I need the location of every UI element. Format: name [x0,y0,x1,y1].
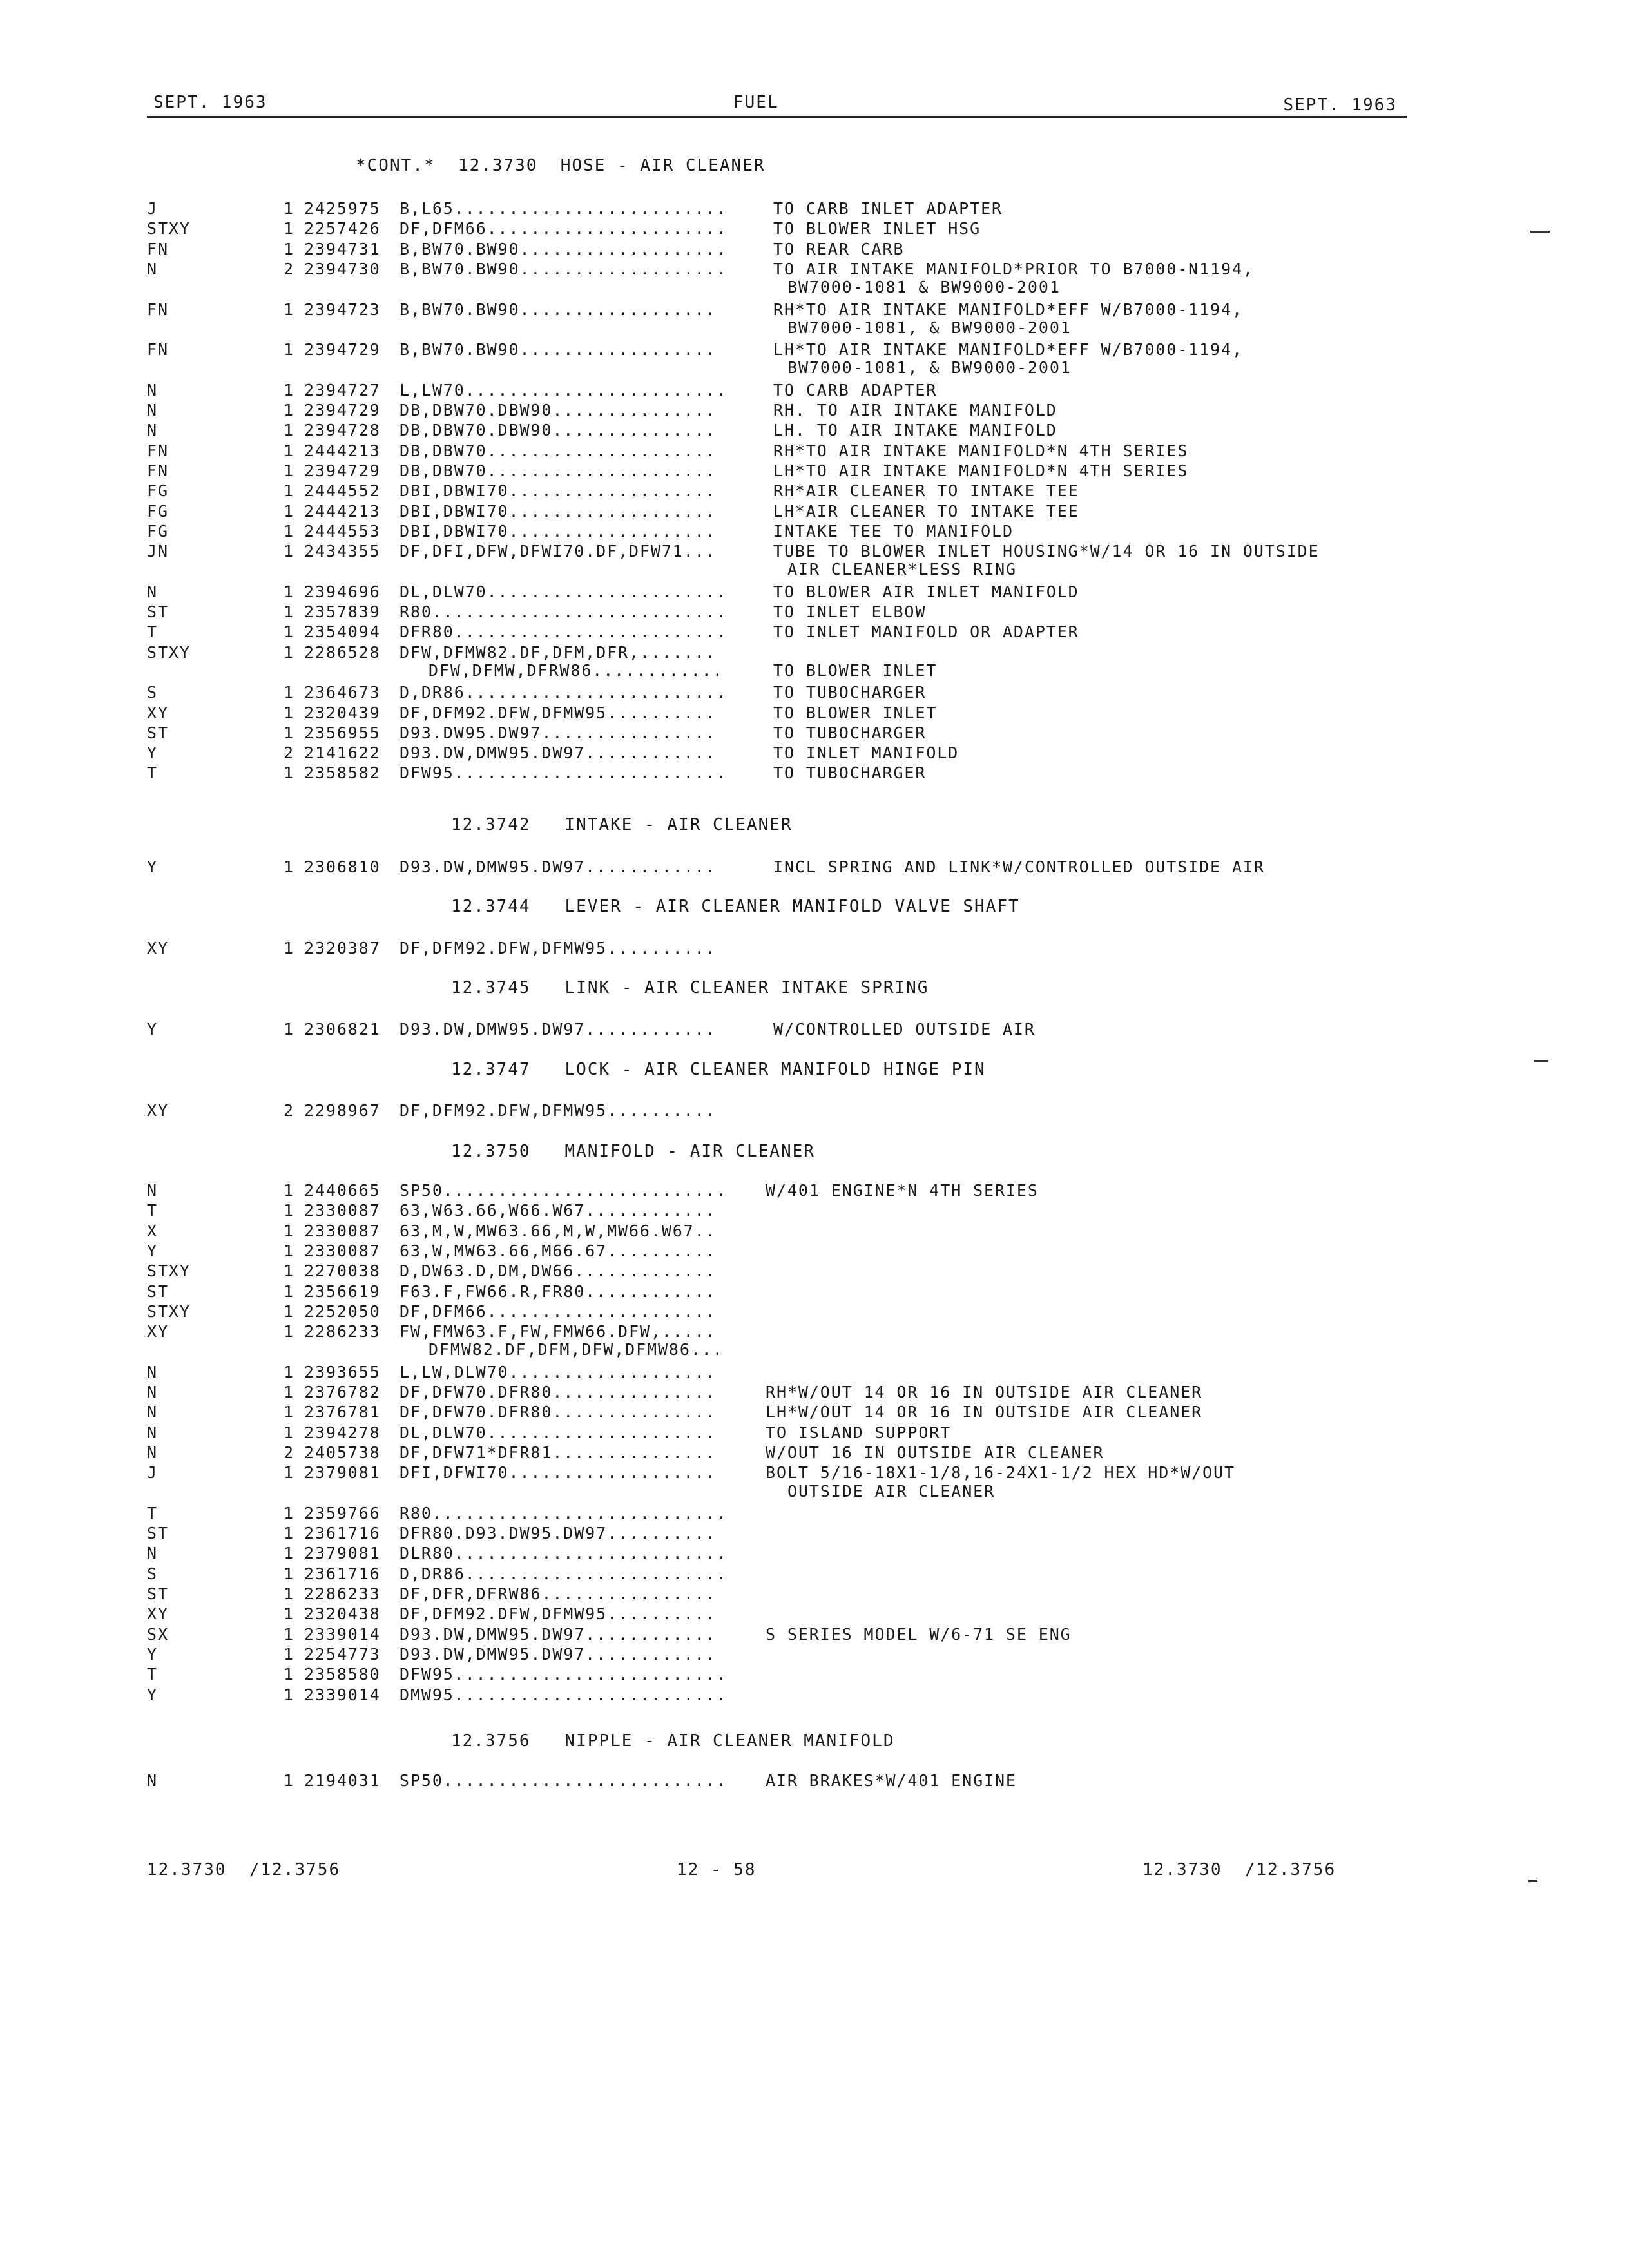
model-code: ST [147,723,169,742]
quantity: 1 [284,764,294,783]
applicable-models: DF,DFW70.DFR80............... [400,1403,717,1422]
part-number: 2358582 [304,764,381,783]
quantity: 1 [284,1322,294,1341]
model-code: XY [147,703,169,722]
model-code: X [147,1221,158,1240]
part-number: 2356955 [304,723,381,742]
model-code: FG [147,481,169,501]
part-number: 2444553 [304,521,381,541]
quantity: 1 [284,602,294,621]
applicable-models: DFR80......................... [400,622,728,642]
quantity: 1 [284,1302,294,1321]
part-number: 2354094 [304,622,381,642]
applicable-models: DB,DBW70..................... [400,461,717,480]
quantity: 1 [284,199,294,218]
remark: TO AIR INTAKE MANIFOLD*PRIOR TO B7000-N1194, [773,259,1254,278]
section-title: 12.3747 LOCK - AIR CLEANER MANIFOLD HINGE PIN [451,1060,986,1079]
part-number: 2394730 [304,259,381,278]
quantity: 1 [284,1423,294,1442]
applicable-models: DF,DFM92.DFW,DFMW95.......... [400,1101,717,1120]
quantity: 1 [284,1771,294,1790]
remark: INTAKE TEE TO MANIFOLD [773,521,1014,541]
model-code: N [147,1403,158,1422]
part-number: 2141622 [304,744,381,763]
part-number: 2357839 [304,602,381,621]
remark: S SERIES MODEL W/6-71 SE ENG [766,1624,1072,1644]
part-number: 2376781 [304,1403,381,1422]
applicable-models: FW,FMW63.F,FW,FMW66.DFW,..... [400,1322,717,1341]
model-code: T [147,1503,158,1523]
model-code: XY [147,939,169,957]
quantity: 2 [284,744,294,763]
model-code: N [147,1383,158,1401]
applicable-models: R80........................... [400,1503,728,1523]
quantity: 1 [284,239,294,258]
applicable-models: DF,DFM92.DFW,DFMW95.......... [400,703,717,722]
remark: TUBE TO BLOWER INLET HOUSING*W/14 OR 16 IN OUTSIDE [773,542,1320,561]
part-number: 2393655 [304,1362,381,1381]
quantity: 1 [284,1584,294,1603]
model-code: N [147,380,158,399]
remark: RH*TO AIR INTAKE MANIFOLD*EFF W/B7000-1194, [773,300,1243,319]
model-code: Y [147,1685,158,1704]
margin-mark [1534,1060,1548,1062]
model-code: T [147,1201,158,1220]
model-code: N [147,401,158,419]
remark-continuation: DFMW82.DF,DFM,DFW,DFMW86... [429,1340,724,1360]
remark: TO INLET MANIFOLD OR ADAPTER [773,622,1079,642]
model-code: N [147,1181,158,1200]
remark: LH. TO AIR INTAKE MANIFOLD [773,421,1057,440]
quantity: 1 [284,858,294,876]
footer-range-left: 12.3730 /12.3756 [147,1860,341,1879]
part-number: 2425975 [304,199,381,218]
applicable-models: R80........................... [400,602,728,621]
model-code: FN [147,461,169,480]
quantity: 1 [284,461,294,480]
remark: RH*AIR CLEANER TO INTAKE TEE [773,481,1079,501]
part-number: 2270038 [304,1262,381,1281]
part-number: 2252050 [304,1302,381,1321]
quantity: 1 [284,421,294,440]
remark: RH*TO AIR INTAKE MANIFOLD*N 4TH SERIES [773,441,1189,460]
part-number: 2376782 [304,1383,381,1401]
remark: TO BLOWER INLET HSG [773,219,981,238]
model-code: T [147,1665,158,1684]
model-code: ST [147,1584,169,1603]
applicable-models: DF,DFI,DFW,DFWI70.DF,DFW71... [400,542,717,561]
applicable-models: D93.DW95.DW97................ [400,723,717,742]
part-number: 2444213 [304,501,381,521]
quantity: 2 [284,1101,294,1120]
section-title: 12.3750 MANIFOLD - AIR CLEANER [451,1142,815,1161]
quantity: 1 [284,542,294,561]
remark: RH. TO AIR INTAKE MANIFOLD [773,401,1057,419]
applicable-models: B,BW70.BW90.................. [400,340,717,360]
quantity: 1 [284,401,294,419]
model-code: T [147,622,158,642]
model-code: ST [147,1524,169,1543]
model-code: J [147,199,158,218]
applicable-models: L,LW70........................ [400,380,728,399]
quantity: 1 [284,1624,294,1644]
margin-mark [1528,1880,1537,1882]
part-number: 2257426 [304,219,381,238]
quantity: 1 [284,939,294,957]
header-date-right: SEPT. 1963 [1283,95,1397,115]
model-code: N [147,1443,158,1462]
remark-continuation: DFW,DFMW,DFRW86............ [429,660,724,680]
remark: TO TUBOCHARGER [773,764,927,783]
model-code: Y [147,1644,158,1664]
model-code: STXY [147,219,191,238]
quantity: 1 [284,1644,294,1664]
applicable-models: DF,DFW71*DFR81............... [400,1443,717,1462]
page-header [147,93,1403,119]
model-code: FN [147,300,169,319]
model-code: S [147,683,158,702]
part-number: 2286233 [304,1584,381,1603]
part-number: 2394729 [304,401,381,419]
part-number: 2444213 [304,441,381,460]
part-number: 2359766 [304,1503,381,1523]
model-code: N [147,259,158,278]
applicable-models: B,BW70.BW90................... [400,259,728,278]
remark: W/CONTROLLED OUTSIDE AIR [773,1020,1036,1039]
remark: RH*W/OUT 14 OR 16 IN OUTSIDE AIR CLEANER [766,1383,1203,1401]
part-number: 2379081 [304,1544,381,1563]
model-code: XY [147,1604,169,1624]
part-number: 2394729 [304,340,381,360]
model-code: T [147,764,158,783]
applicable-models: DF,DFM92.DFW,DFMW95.......... [400,939,717,957]
applicable-models: DFW,DFMW82.DF,DFM,DFR,....... [400,642,717,662]
remark: INCL SPRING AND LINK*W/CONTROLLED OUTSIDE AIR [773,858,1265,876]
model-code: FN [147,239,169,258]
part-number: 2298967 [304,1101,381,1120]
applicable-models: DF,DFM66...................... [400,219,728,238]
quantity: 1 [284,1181,294,1200]
model-code: STXY [147,642,191,662]
quantity: 2 [284,259,294,278]
applicable-models: B,L65......................... [400,199,728,218]
part-number: 2320438 [304,1604,381,1624]
quantity: 1 [284,501,294,521]
remark: TO TUBOCHARGER [773,723,927,742]
applicable-models: DBI,DBWI70................... [400,521,717,541]
part-number: 2356619 [304,1282,381,1301]
part-number: 2444552 [304,481,381,501]
quantity: 1 [284,703,294,722]
remark-continuation: AIR CLEANER*LESS RING [787,560,1017,579]
model-code: ST [147,602,169,621]
applicable-models: SP50.......................... [400,1771,728,1790]
margin-mark [1530,231,1550,233]
quantity: 1 [284,1262,294,1281]
model-code: SX [147,1624,169,1644]
remark: LH*AIR CLEANER TO INTAKE TEE [773,501,1079,521]
part-number: 2254773 [304,1644,381,1664]
remark: BOLT 5/16-18X1-1/8,16-24X1-1/2 HEX HD*W/OUT [766,1463,1235,1483]
applicable-models: 63,M,W,MW63.66,M,W,MW66.W67.. [400,1221,717,1240]
applicable-models: DBI,DBWI70................... [400,501,717,521]
applicable-models: D93.DW,DMW95.DW97............ [400,858,717,876]
model-code: N [147,1423,158,1442]
part-number: 2440665 [304,1181,381,1200]
section-title: 12.3756 NIPPLE - AIR CLEANER MANIFOLD [451,1731,895,1751]
applicable-models: DMW95......................... [400,1685,728,1704]
applicable-models: DFR80.D93.DW95.DW97.......... [400,1524,717,1543]
remark: TO ISLAND SUPPORT [766,1423,952,1442]
remark: W/401 ENGINE*N 4TH SERIES [766,1181,1039,1200]
applicable-models: D,DR86........................ [400,1564,728,1583]
part-number: 2394278 [304,1423,381,1442]
quantity: 1 [284,1564,294,1583]
quantity: 1 [284,1665,294,1684]
applicable-models: D93.DW,DMW95.DW97............ [400,1624,717,1644]
quantity: 1 [284,1685,294,1704]
part-number: 2361716 [304,1564,381,1583]
model-code: JN [147,542,169,561]
quantity: 1 [284,1362,294,1381]
quantity: 1 [284,1020,294,1039]
part-number: 2286233 [304,1322,381,1341]
part-number: 2394729 [304,461,381,480]
part-number: 2358580 [304,1665,381,1684]
applicable-models: L,LW,DLW70................... [400,1362,717,1381]
applicable-models: D,DR86........................ [400,683,728,702]
section-title: 12.3742 INTAKE - AIR CLEANER [451,815,793,834]
applicable-models: D,DW63.D,DM,DW66............. [400,1262,717,1281]
remark: LH*TO AIR INTAKE MANIFOLD*N 4TH SERIES [773,461,1189,480]
model-code: S [147,1564,158,1583]
applicable-models: DL,DLW70..................... [400,1423,717,1442]
quantity: 1 [284,683,294,702]
model-code: FG [147,501,169,521]
quantity: 1 [284,1282,294,1301]
part-number: 2394727 [304,380,381,399]
applicable-models: DBI,DBWI70................... [400,481,717,501]
quantity: 1 [284,441,294,460]
section-title: 12.3744 LEVER - AIR CLEANER MANIFOLD VALVE SHAFT [451,897,1020,916]
quantity: 1 [284,300,294,319]
applicable-models: DLR80......................... [400,1544,728,1563]
applicable-models: DFW95......................... [400,764,728,783]
applicable-models: DF,DFM66..................... [400,1302,717,1321]
model-code: Y [147,1020,158,1039]
model-code: STXY [147,1302,191,1321]
part-number: 2361716 [304,1524,381,1543]
quantity: 1 [284,1544,294,1563]
quantity: 1 [284,1383,294,1401]
part-number: 2330087 [304,1221,381,1240]
applicable-models: F63.F,FW66.R,FR80............ [400,1282,717,1301]
applicable-models: DB,DBW70..................... [400,441,717,460]
quantity: 1 [284,1503,294,1523]
part-number: 2286528 [304,642,381,662]
header-rule [147,116,1407,118]
applicable-models: 63,W,MW63.66,M66.67.......... [400,1241,717,1260]
footer-range-right: 12.3730 /12.3756 [1142,1860,1336,1879]
remark: TO CARB ADAPTER [773,380,938,399]
quantity: 1 [284,723,294,742]
model-code: STXY [147,1262,191,1281]
applicable-models: DF,DFW70.DFR80............... [400,1383,717,1401]
part-number: 2394731 [304,239,381,258]
quantity: 1 [284,1241,294,1260]
header-title: FUEL [733,93,779,112]
part-number: 2394696 [304,582,381,601]
quantity: 1 [284,481,294,501]
remark: LH*W/OUT 14 OR 16 IN OUTSIDE AIR CLEANER [766,1403,1203,1422]
part-number: 2434355 [304,542,381,561]
remark: LH*TO AIR INTAKE MANIFOLD*EFF W/B7000-1194, [773,340,1243,360]
model-code: XY [147,1101,169,1120]
part-number: 2339014 [304,1685,381,1704]
applicable-models: DFW95......................... [400,1665,728,1684]
part-number: 2339014 [304,1624,381,1644]
applicable-models: DB,DBW70.DBW90............... [400,421,717,440]
quantity: 1 [284,1221,294,1240]
model-code: N [147,1771,158,1790]
applicable-models: DB,DBW70.DBW90............... [400,401,717,419]
quantity: 1 [284,642,294,662]
quantity: 1 [284,219,294,238]
remark-continuation: OUTSIDE AIR CLEANER [787,1481,996,1501]
remark: TO CARB INLET ADAPTER [773,199,1003,218]
remark-continuation: BW7000-1081 & BW9000-2001 [787,278,1061,297]
footer-page-number: 12 - 58 [677,1860,757,1879]
applicable-models: D93.DW,DMW95.DW97............ [400,1020,717,1039]
applicable-models: DL,DLW70...................... [400,582,728,601]
applicable-models: SP50.......................... [400,1181,728,1200]
section-title: *CONT.* 12.3730 HOSE - AIR CLEANER [356,156,766,175]
applicable-models: D93.DW,DMW95.DW97............ [400,1644,717,1664]
remark: AIR BRAKES*W/401 ENGINE [766,1771,1017,1790]
section-title: 12.3745 LINK - AIR CLEANER INTAKE SPRING [451,978,929,997]
quantity: 1 [284,1524,294,1543]
model-code: XY [147,1322,169,1341]
applicable-models: 63,W63.66,W66.W67............ [400,1201,717,1220]
model-code: Y [147,1241,158,1260]
part-number: 2320439 [304,703,381,722]
quantity: 1 [284,582,294,601]
model-code: Y [147,858,158,876]
quantity: 1 [284,1403,294,1422]
remark-continuation: BW7000-1081, & BW9000-2001 [787,318,1072,337]
remark-continuation: BW7000-1081, & BW9000-2001 [787,358,1072,378]
part-number: 2405738 [304,1443,381,1462]
quantity: 1 [284,340,294,360]
model-code: Y [147,744,158,763]
part-number: 2320387 [304,939,381,957]
applicable-models: DF,DFR,DFRW86................ [400,1584,717,1603]
part-number: 2330087 [304,1241,381,1260]
remark: TO INLET MANIFOLD [773,744,959,763]
part-number: 2379081 [304,1463,381,1483]
remark: TO BLOWER INLET [773,703,938,722]
applicable-models: DFI,DFWI70................... [400,1463,717,1483]
quantity: 1 [284,1201,294,1220]
quantity: 1 [284,521,294,541]
model-code: N [147,421,158,440]
applicable-models: DF,DFM92.DFW,DFMW95.......... [400,1604,717,1624]
model-code: FN [147,340,169,360]
model-code: N [147,582,158,601]
applicable-models: B,BW70.BW90................... [400,239,728,258]
quantity: 1 [284,380,294,399]
model-code: ST [147,1282,169,1301]
part-number: 2394723 [304,300,381,319]
remark: TO TUBOCHARGER [773,683,927,702]
model-code: FG [147,521,169,541]
header-date-left: SEPT. 1963 [153,93,267,112]
part-number: 2306821 [304,1020,381,1039]
quantity: 1 [284,1604,294,1624]
model-code: J [147,1463,158,1483]
remark: TO INLET ELBOW [773,602,927,621]
applicable-models: D93.DW,DMW95.DW97............ [400,744,717,763]
quantity: 2 [284,1443,294,1462]
part-number: 2194031 [304,1771,381,1790]
quantity: 1 [284,1463,294,1483]
remark: W/OUT 16 IN OUTSIDE AIR CLEANER [766,1443,1104,1462]
remark: TO REAR CARB [773,239,905,258]
part-number: 2306810 [304,858,381,876]
model-code: N [147,1362,158,1381]
part-number: 2364673 [304,683,381,702]
part-number: 2394728 [304,421,381,440]
remark: TO BLOWER INLET [773,660,938,680]
model-code: FN [147,441,169,460]
part-number: 2330087 [304,1201,381,1220]
remark: TO BLOWER AIR INLET MANIFOLD [773,582,1079,601]
applicable-models: B,BW70.BW90.................. [400,300,717,319]
quantity: 1 [284,622,294,642]
model-code: N [147,1544,158,1563]
